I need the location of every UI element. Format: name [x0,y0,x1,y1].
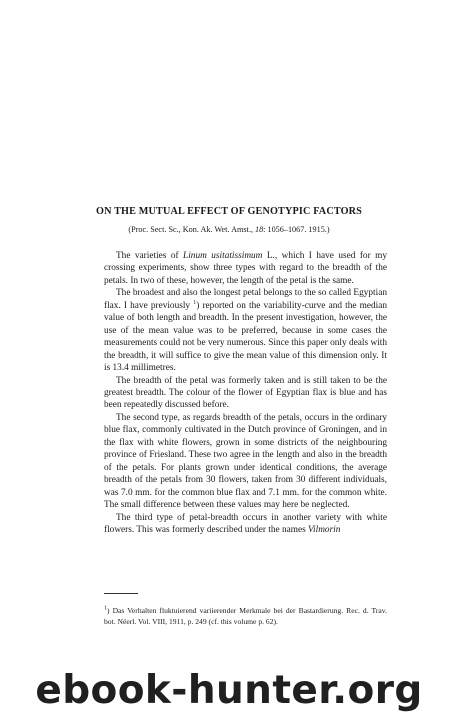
article-citation [0,225,458,234]
footnote-reference: 1 [193,299,197,306]
citation-prefix: (Proc. Sect. Sc., Kon. Ak. Wet. Amst., [128,225,255,234]
footnote-text: ) Das Verhalten fluktuierend variierender Merkmale bei der Bastardierung. Rec. d. Trav. bot. Néerl. Vol. VIII, 1911, p. 249 (cf. this volume p. 62). [104,606,387,626]
paragraph-2-text-a: The broadest and also the longest petal belongs to the so called Egyptian flax. I have previously [104,288,387,311]
paragraph-5-text-a: The third type of petal-breadth occurs in another variety with white flowers. This was formerly described under the names [104,512,387,535]
citation-volume: 18 [254,225,264,234]
paragraph-4: The second type, as regards breadth of the petals, occurs in the ordinary blue flax, commonly cultivated in the Dutch province of Groningen, and in the flax with white flowers, grown in some districts of the neighbouring province of Friesland. These two agree in the length and also in the breadth of the petals. For plants grown under identical conditions, the average breadth of the petals from 30 flowers, taken from 30 different individuals, was 7.0 mm. for the common blue flax and 7.1 mm. for the common white. The small difference between these values may here be neglected. [104,412,387,511]
watermark-logo: ebook-hunter.org [35,668,423,713]
paragraph-2 [104,287,387,374]
citation-suffix: : 1056–1067. 1915.) [263,225,330,234]
paragraph-1-text-a: The varieties of [116,251,184,261]
variety-name: Vilmorin [308,524,341,535]
footnote-mark: 1 [104,605,107,612]
article-body [104,247,387,536]
paragraph-1 [104,250,387,287]
species-name: Linum usitatissimum [183,251,263,261]
article-title: ON THE MUTUAL EFFECT OF GENOTYPIC FACTORS [96,206,362,217]
footnote [104,606,387,628]
paragraph-2-text-b: ) reported on the variability-curve and the median value of both length and breadth. In the present investigation, however, the use of the mean value was to be preferred, because in some cases the measurements could not be very numerous. Since this paper only deals with the breadth, it will suffice to give the mean value of this dimension only. It is 13.4 millimetres. [104,300,387,374]
footnote-divider [104,593,138,594]
paragraph-3: The breadth of the petal was formerly taken and is still taken to be the greatest breadth. The colour of the flower of Egyptian flax is blue and has been repeatedly discussed before. [104,375,387,411]
paragraph-1-text-b: L., which I have used for my crossing experiments, show three types with regard to the breadth of the petals. In two of these, however, the length of the petal is the same. [104,251,387,286]
paragraph-5 [104,512,387,537]
